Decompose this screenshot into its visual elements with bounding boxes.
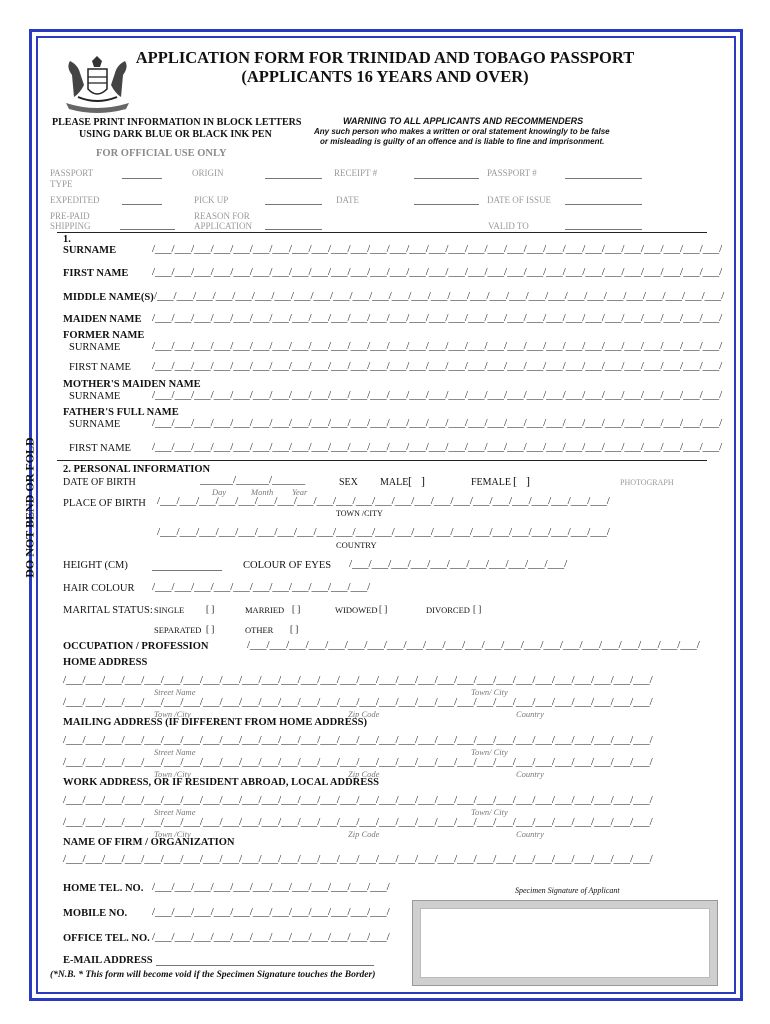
first-name-label: FIRST NAME — [63, 268, 129, 279]
bracket: ] — [421, 474, 425, 488]
occupation-input[interactable]: /___/___/___/___/___/___/___/___/___/___/___/___/___/___/___/___/___/___/___/___/___/___/___/ — [247, 639, 700, 651]
hair-input[interactable]: /___/___/___/___/___/___/___/___/___/___/___/ — [152, 581, 371, 593]
date-line[interactable] — [414, 204, 479, 205]
date-issue-label: DATE OF ISSUE — [487, 195, 552, 205]
zip-label: Zip Code — [348, 769, 380, 779]
separated-label: SEPARATED — [154, 625, 202, 635]
married-label: MARRIED — [245, 605, 285, 615]
middle-names-input[interactable]: /___/___/___/___/___/___/___/___/___/___/___/___/___/___/___/___/___/___/___/___/___/___/___/___/___/___/___/___/___/ — [154, 290, 725, 302]
section2-heading: 2. PERSONAL INFORMATION — [63, 464, 211, 475]
hair-label: HAIR COLOUR — [63, 583, 135, 594]
bracket: ] — [526, 474, 530, 488]
middle-names-label: MIDDLE NAME(S) — [63, 292, 154, 303]
home-tel-label: HOME TEL. NO. — [63, 883, 144, 894]
mobile-label: MOBILE NO. — [63, 908, 128, 919]
photograph-label: PHOTOGRAPH — [620, 478, 674, 487]
height-input[interactable] — [152, 570, 222, 571]
mailing-town-input[interactable]: /___/___/___/___/___/___/___/___/___/___/___/___/___/___/___/___/___/___/___/___/___/___/___/___/___/___/___/___/___/___/ — [63, 756, 653, 768]
mailing-street-input[interactable]: /___/___/___/___/___/___/___/___/___/___/___/___/___/___/___/___/___/___/___/___/___/___/___/___/___/___/___/___/___/___/ — [63, 734, 653, 746]
mailing-address-label: MAILING ADDRESS (IF DIFFERENT FROM HOME ADDRESS) — [63, 717, 367, 728]
birth-country-input[interactable]: /___/___/___/___/___/___/___/___/___/___/___/___/___/___/___/___/___/___/___/___/___/___/___/ — [157, 526, 610, 538]
official-use-heading: FOR OFFICIAL USE ONLY — [96, 148, 227, 159]
pickup-label: PICK UP — [194, 195, 229, 205]
former-surname-label: SURNAME — [69, 342, 121, 353]
bracket: [ — [408, 474, 412, 488]
warning-line1: Any such person who makes a written or oral statement knowingly to be false — [314, 127, 610, 136]
zip-label: Zip Code — [348, 709, 380, 719]
birth-town-input[interactable]: /___/___/___/___/___/___/___/___/___/___/___/___/___/___/___/___/___/___/___/___/___/___/___/ — [157, 495, 610, 507]
instruction-line2: USING DARK BLUE OR BLACK INK PEN — [79, 129, 272, 140]
surname-label: SURNAME — [63, 245, 117, 256]
widowed-label: WIDOWED — [335, 605, 378, 615]
year-label: Year — [292, 487, 308, 497]
void-note: (*N.B. * This form will become void if the Specimen Signature touches the Border) — [50, 970, 376, 980]
home-tel-input[interactable]: /___/___/___/___/___/___/___/___/___/___/___/___/ — [152, 881, 390, 893]
mother-maiden-label: MOTHER'S MAIDEN NAME — [63, 379, 201, 390]
divider — [57, 460, 707, 461]
former-surname-input[interactable]: /___/___/___/___/___/___/___/___/___/___/___/___/___/___/___/___/___/___/___/___/___/___/___/___/___/___/___/___/___/ — [152, 340, 723, 352]
father-first-input[interactable]: /___/___/___/___/___/___/___/___/___/___/___/___/___/___/___/___/___/___/___/___/___/___/___/___/___/___/___/___/___/ — [152, 441, 723, 453]
single-label: SINGLE — [154, 605, 185, 615]
male-label: MALE — [380, 477, 409, 488]
expedited-line[interactable] — [122, 204, 162, 205]
date-label: DATE — [336, 195, 359, 205]
passport-no-label: PASSPORT # — [487, 168, 537, 178]
work-address-label: WORK ADDRESS, OR IF RESIDENT ABROAD, LOCAL ADDRESS — [63, 777, 379, 788]
country-sublabel: Country — [516, 709, 544, 719]
other-label: OTHER — [245, 625, 274, 635]
passport-type-label: PASSPORT — [50, 168, 94, 178]
former-first-label: FIRST NAME — [69, 362, 131, 373]
street-name-label: Street Name — [154, 687, 196, 697]
town-label: Town /City — [154, 829, 191, 839]
bracket: [ — [513, 474, 517, 488]
father-first-label: FIRST NAME — [69, 443, 131, 454]
passport-no-line[interactable] — [565, 178, 642, 179]
warning-line2: or misleading is guilty of an offence and is liable to fine and imprisonment. — [320, 137, 605, 146]
father-surname-label: SURNAME — [69, 419, 121, 430]
former-name-label: FORMER NAME — [63, 330, 145, 341]
father-full-label: FATHER'S FULL NAME — [63, 407, 179, 418]
street-name-label: Street Name — [154, 807, 196, 817]
day-label: Day — [212, 487, 227, 497]
email-input[interactable] — [156, 965, 374, 966]
dob-input[interactable]: ______/______/______ — [200, 474, 306, 486]
father-surname-input[interactable]: /___/___/___/___/___/___/___/___/___/___/___/___/___/___/___/___/___/___/___/___/___/___/___/___/___/___/___/___/___/ — [152, 417, 723, 429]
maiden-name-label: MAIDEN NAME — [63, 314, 142, 325]
female-checkbox[interactable] — [513, 474, 530, 489]
sex-label: SEX — [339, 477, 358, 488]
passport-type-line[interactable] — [122, 178, 162, 179]
prepaid-line[interactable] — [120, 229, 175, 230]
office-tel-label: OFFICE TEL. NO. — [63, 933, 150, 944]
pickup-line[interactable] — [265, 204, 322, 205]
other-checkbox[interactable]: [ ] — [290, 624, 299, 634]
section1-number: 1. — [63, 234, 71, 245]
passport-type-label2: TYPE — [50, 179, 73, 189]
divorced-checkbox[interactable]: [ ] — [473, 604, 482, 614]
email-label: E-MAIL ADDRESS — [63, 955, 153, 966]
divider — [57, 232, 707, 233]
receipt-label: RECEIPT # — [334, 168, 378, 178]
town-city-label: Town/ City — [471, 747, 508, 757]
mobile-input[interactable]: /___/___/___/___/___/___/___/___/___/___/___/___/ — [152, 906, 390, 918]
work-street-input[interactable]: /___/___/___/___/___/___/___/___/___/___/___/___/___/___/___/___/___/___/___/___/___/___/___/___/___/___/___/___/___/___/ — [63, 794, 653, 806]
form-title: APPLICATION FORM FOR TRINIDAD AND TOBAGO PASSPORT — [135, 48, 635, 67]
form-subtitle: (APPLICANTS 16 YEARS AND OVER) — [241, 67, 529, 86]
home-town-input[interactable]: /___/___/___/___/___/___/___/___/___/___/___/___/___/___/___/___/___/___/___/___/___/___/___/___/___/___/___/___/___/___/ — [63, 696, 653, 708]
height-label: HEIGHT (CM) — [63, 560, 128, 571]
mother-surname-input[interactable]: /___/___/___/___/___/___/___/___/___/___/___/___/___/___/___/___/___/___/___/___/___/___/___/___/___/___/___/___/___/ — [152, 389, 723, 401]
town-label: Town /City — [154, 769, 191, 779]
home-address-label: HOME ADDRESS — [63, 657, 148, 668]
place-of-birth-label: PLACE OF BIRTH — [63, 498, 146, 509]
origin-line[interactable] — [265, 178, 322, 179]
reason-label: REASON FOR — [194, 211, 250, 221]
separated-checkbox[interactable]: [ ] — [206, 624, 215, 634]
country-sublabel: Country — [516, 829, 544, 839]
signature-area[interactable] — [420, 908, 710, 978]
first-name-input[interactable]: /___/___/___/___/___/___/___/___/___/___/___/___/___/___/___/___/___/___/___/___/___/___/___/___/___/___/___/___/___/ — [152, 266, 723, 278]
receipt-line[interactable] — [414, 178, 479, 179]
male-checkbox[interactable] — [408, 474, 425, 489]
instruction-line1: PLEASE PRINT INFORMATION IN BLOCK LETTERS — [52, 117, 302, 128]
town-city-label: Town/ City — [471, 807, 508, 817]
work-town-input[interactable]: /___/___/___/___/___/___/___/___/___/___/___/___/___/___/___/___/___/___/___/___/___/___/___/___/___/___/___/___/___/___/ — [63, 816, 653, 828]
street-name-label: Street Name — [154, 747, 196, 757]
eyes-label: COLOUR OF EYES — [243, 560, 332, 571]
prepaid-label2: SHIPPING — [50, 221, 91, 231]
valid-to-label: VALID TO — [488, 221, 529, 231]
town-label: Town /City — [154, 709, 191, 719]
date-issue-line[interactable] — [565, 204, 642, 205]
single-checkbox[interactable]: [ ] — [206, 604, 215, 614]
zip-label: Zip Code — [348, 829, 380, 839]
married-checkbox[interactable]: [ ] — [292, 604, 301, 614]
country-sublabel: Country — [516, 769, 544, 779]
expedited-label: EXPEDITED — [50, 195, 100, 205]
occupation-label: OCCUPATION / PROFESSION — [63, 641, 209, 652]
widowed-checkbox[interactable]: [ ] — [379, 604, 388, 614]
reason-label2: APPLICATION — [194, 221, 253, 231]
former-first-input[interactable]: /___/___/___/___/___/___/___/___/___/___/___/___/___/___/___/___/___/___/___/___/___/___/___/___/___/___/___/___/___/ — [152, 360, 723, 372]
firm-input[interactable]: /___/___/___/___/___/___/___/___/___/___/___/___/___/___/___/___/___/___/___/___/___/___/___/___/___/___/___/___/___/___/ — [63, 853, 653, 865]
home-street-input[interactable]: /___/___/___/___/___/___/___/___/___/___/___/___/___/___/___/___/___/___/___/___/___/___/___/___/___/___/___/___/___/___/ — [63, 674, 653, 686]
office-tel-input[interactable]: /___/___/___/___/___/___/___/___/___/___/___/___/ — [152, 931, 390, 943]
dob-label: DATE OF BIRTH — [63, 477, 136, 488]
firm-label: NAME OF FIRM / ORGANIZATION — [63, 837, 235, 848]
specimen-signature-label: Specimen Signature of Applicant — [515, 886, 620, 895]
valid-to-line[interactable] — [565, 229, 642, 230]
maiden-name-input[interactable]: /___/___/___/___/___/___/___/___/___/___/___/___/___/___/___/___/___/___/___/___/___/___/___/___/___/___/___/___/___/ — [152, 312, 723, 324]
origin-label: ORIGIN — [192, 168, 224, 178]
surname-input[interactable]: /___/___/___/___/___/___/___/___/___/___/___/___/___/___/___/___/___/___/___/___/___/___/___/___/___/___/___/___/___/ — [152, 243, 723, 255]
reason-line[interactable] — [265, 229, 322, 230]
marital-label: MARITAL STATUS: — [63, 605, 153, 616]
warning-heading: WARNING TO ALL APPLICANTS AND RECOMMENDERS — [343, 116, 584, 126]
month-label: Month — [251, 487, 274, 497]
signature-box[interactable] — [412, 900, 718, 986]
town-city-label: TOWN /CITY — [336, 509, 383, 518]
side-note: DO NOT BEND OR FOLD — [22, 437, 37, 578]
prepaid-label: PRE-PAID — [50, 211, 90, 221]
country-label: COUNTRY — [336, 540, 377, 550]
female-label: FEMALE — [471, 477, 511, 488]
town-city-label: Town/ City — [471, 687, 508, 697]
mother-surname-label: SURNAME — [69, 391, 121, 402]
divorced-label: DIVORCED — [426, 605, 470, 615]
eyes-input[interactable]: /___/___/___/___/___/___/___/___/___/___/___/ — [349, 558, 568, 570]
